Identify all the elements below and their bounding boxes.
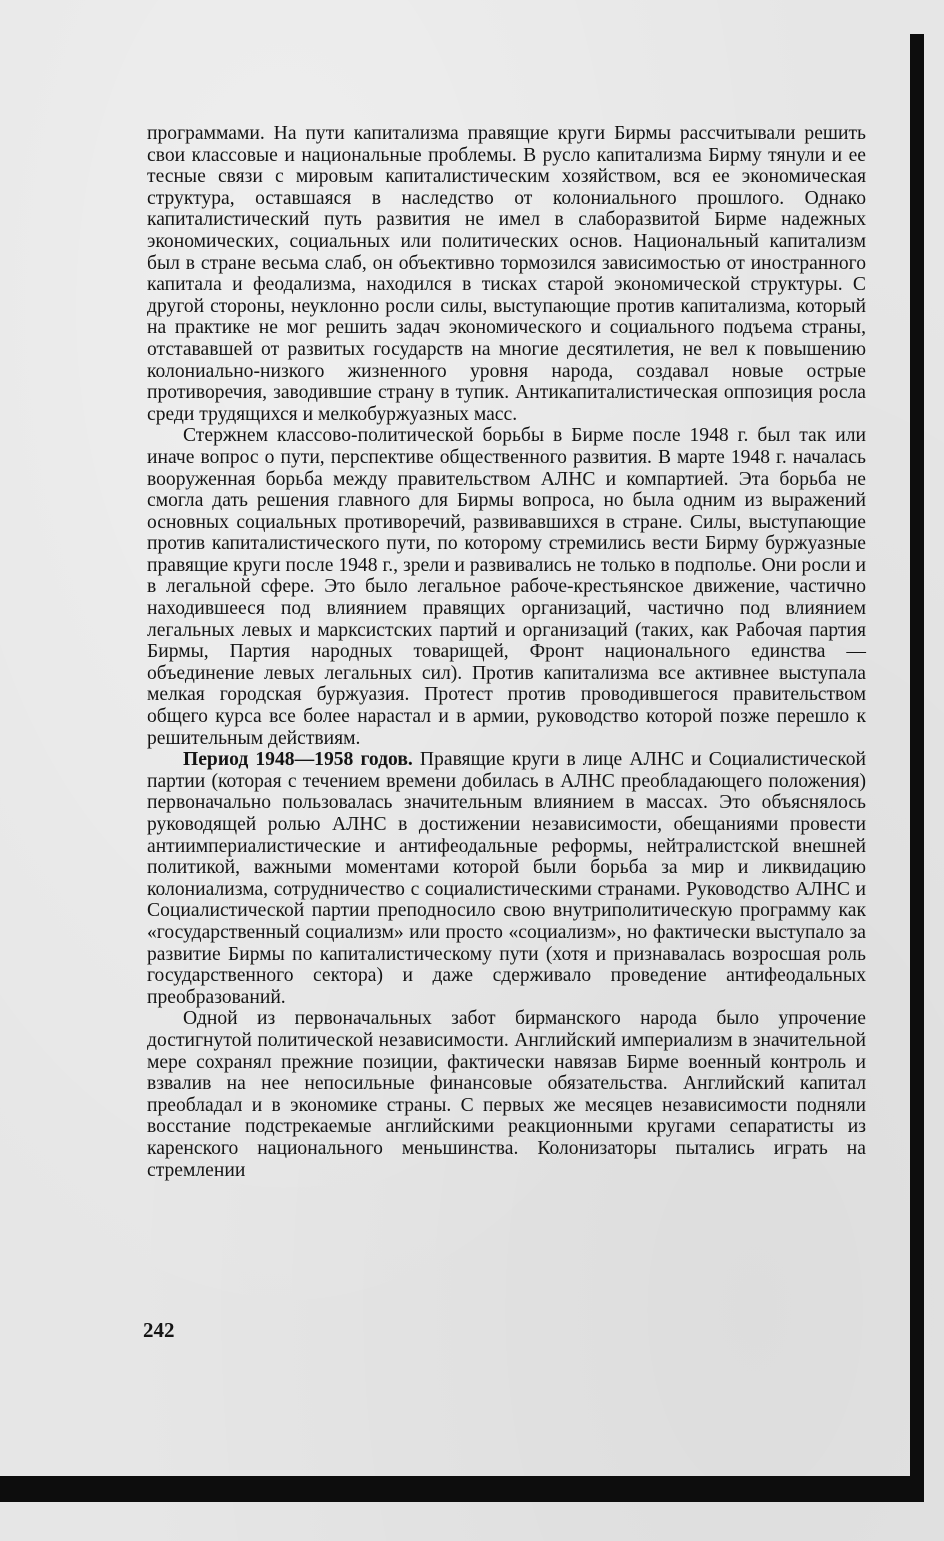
paragraph <box>147 1008 866 1181</box>
paragraph-text: программами. На пути капитализма правящие круги Бирмы рассчитывали решить свои классовые и национальные проблемы. В русло капитализма Бирму тянули и ее тесные связи с мировым капиталистическим хозяйством, вся ее экономическая структура, оставшаяся в наследство от колониального прошлого. Однако капиталистический путь развития не имел в слаборазвитой Бирме надежных экономических, социальных или политических основ. Национальный капитализм был в стране весьма слаб, он объективно тормозился зависимостью от иностранного капитала и феодализма, находился в тисках старой экономической структуры. С другой стороны, неуклонно росли силы, выступающие против капитализма, который на практике не мог решить задач экономического и социального подъема страны, отстававшей от развитых государств на многие десятилетия, не вел к повышению колониально-низкого жизненного уровня народа, создавал новые острые противоречия, заводившие страну в тупик. Антикапиталистическая оппозиция росла среди трудящихся и мелкобуржуазных масс. <box>147 123 866 425</box>
scan-edge-shadow-bottom <box>0 1476 924 1502</box>
paragraph-text: Стержнем классово-политической борьбы в Бирме после 1948 г. был так или иначе вопрос о пути, перспективе общественного развития. В марте 1948 г. началась вооруженная борьба между правительством АЛНС и компартией. Эта борьба не смогла дать решения главного для Бирмы вопроса, но была одним из выражений основных социальных противоречий, развивавшихся в стране. Силы, выступающие против капиталистического пути, по которому стремились вести Бирму буржуазные правящие круги после 1948 г., зрели и развивались не только в подполье. Они росли и в легальной сфере. Это было легальное рабоче-крестьянское движение, частично находившееся под влиянием правящих организаций, частично под влиянием легальных левых и марксистских партий и организаций (таких, как Рабочая партия Бирмы, Партия народных товарищей, Фронт национального единства — объединение левых легальных сил). Против капитализма все активнее выступала мелкая городская буржуазия. Протест против проводившегося правительством общего курса все более нарастал и в армии, руководство которой позже перешло к решительным действиям. <box>147 425 866 749</box>
scan-edge-shadow-right <box>910 34 924 1499</box>
page-number: 242 <box>143 1318 175 1342</box>
page-body-text <box>147 123 866 1181</box>
paragraph <box>147 123 866 425</box>
paragraph-text: Правящие круги в лице АЛНС и Социалистической партии (которая с течением времени добилась в АЛНС преобладающего положения) первоначально пользовалась значительным влиянием в массах. Это объяснялось руководящей ролью АЛНС в достижении независимости, обещаниями провести антиимпериалистические и антифеодальные реформы, нейтралистской внешней политикой, важными моментами которой были борьба за мир и ликвидацию колониализма, сотрудничество с социалистическими странами. Руководство АЛНС и Социалистической партии преподносило свою внутриполитическую программу как «государственный социализм» или просто «социализм», но фактически выступало за развитие Бирмы по капиталистическому пути (хотя и признавалась возросшая роль государственного сектора) и даже сдерживало проведение антифеодальных преобразований. <box>147 749 866 1008</box>
paragraph-text: Одной из первоначальных забот бирманского народа было упрочение достигнутой политической независимости. Английский империализм в значительной мере сохранял прежние позиции, фактически навязав Бирме военный контроль и взвалив на нее непосильные финансовые обязательства. Английский капитал преобладал и в экономике страны. С первых же месяцев независимости подняли восстание подстрекаемые английскими реакционными кругами сепаратисты из каренского национального меньшинства. Колонизаторы пытались играть на стремлении <box>147 1008 866 1181</box>
paragraph <box>147 749 866 1008</box>
section-runin-heading: Период 1948—1958 годов. <box>183 749 413 771</box>
paragraph <box>147 425 866 749</box>
